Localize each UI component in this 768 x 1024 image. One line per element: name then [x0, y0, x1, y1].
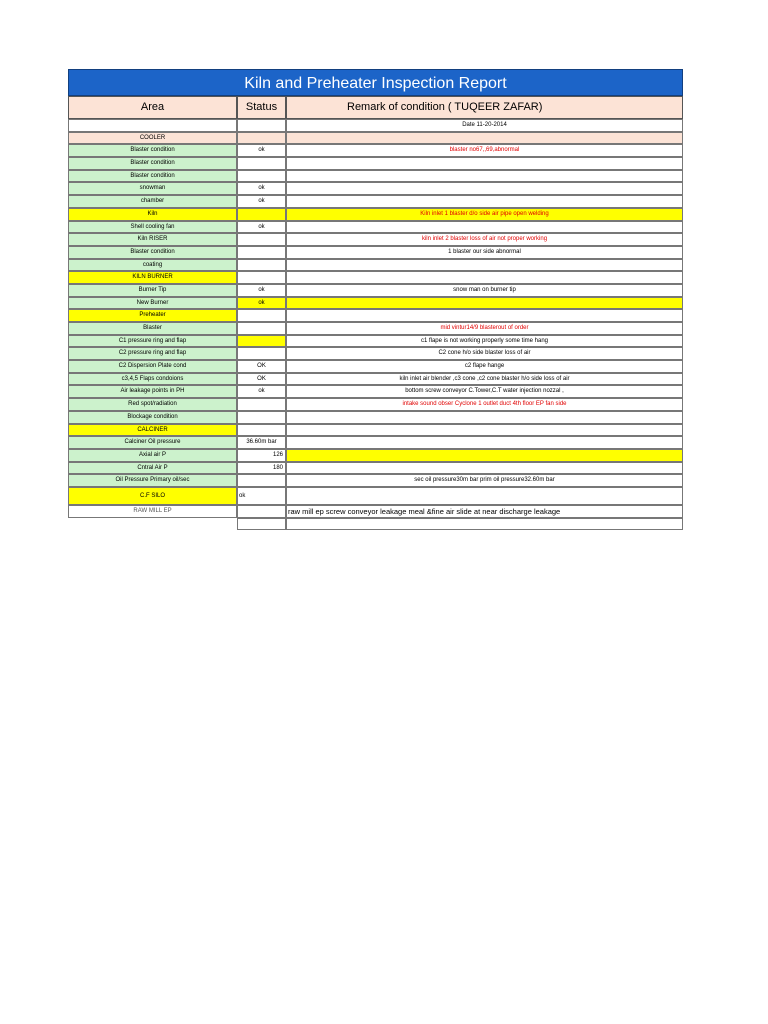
area-cell: Burner Tip: [68, 284, 237, 297]
area-cell: Calciner Oil pressure: [68, 436, 237, 449]
area-cell: Blaster condition: [68, 144, 237, 157]
status-cell: [237, 411, 286, 424]
remark-cell: [286, 436, 683, 449]
table-row: [68, 233, 683, 246]
remark-cell: kiln inlet air blender ,c3 cone ,c2 cone blaster h/o side loss of air: [286, 373, 683, 386]
remark-cell: [286, 449, 683, 462]
status-cell: ok: [237, 284, 286, 297]
area-cell: Shell cooling fan: [68, 221, 237, 234]
remark-cell: [286, 132, 683, 145]
table-row: [68, 398, 683, 411]
remark-cell: [286, 297, 683, 310]
status-cell: ok: [237, 182, 286, 195]
area-cell: COOLER: [68, 132, 237, 145]
table-row: [68, 518, 683, 531]
table-row: [68, 195, 683, 208]
status-cell: [237, 505, 286, 518]
remark-cell: mid vintur14/9 blasterout of order: [286, 322, 683, 335]
status-cell: [237, 518, 286, 531]
status-cell: 180: [237, 462, 286, 475]
area-cell: Blockage condition: [68, 411, 237, 424]
table-row: [68, 436, 683, 449]
area-cell: Axial air P: [68, 449, 237, 462]
status-cell: [237, 424, 286, 437]
status-cell: [237, 157, 286, 170]
status-cell: [237, 271, 286, 284]
area-cell: chamber: [68, 195, 237, 208]
table-row: [68, 132, 683, 145]
table-row: [68, 157, 683, 170]
remark-cell: [286, 157, 683, 170]
table-row: [68, 246, 683, 259]
remark-cell: c2 flape hange: [286, 360, 683, 373]
area-cell: C2 pressure ring and flap: [68, 347, 237, 360]
remark-cell: [286, 462, 683, 475]
area-cell: c3,4,5 Flaps condoions: [68, 373, 237, 386]
area-cell: Preheater: [68, 309, 237, 322]
table-row: [68, 449, 683, 462]
remark-cell: bottom screw conveyor C.Tower,C.T water injection nozzal ,: [286, 385, 683, 398]
remark-cell: [286, 271, 683, 284]
table-row: [68, 385, 683, 398]
status-cell: 126: [237, 449, 286, 462]
status-cell: [237, 208, 286, 221]
table-row: [68, 411, 683, 424]
area-cell: Kiln: [68, 208, 237, 221]
table-row: [68, 182, 683, 195]
remark-cell: [286, 195, 683, 208]
status-cell: [237, 170, 286, 183]
table-row: [68, 259, 683, 272]
area-cell: RAW MILL EP: [68, 505, 237, 518]
table-row: [68, 373, 683, 386]
remark-cell: [286, 259, 683, 272]
inspection-report-sheet: [68, 69, 683, 530]
status-cell: [237, 322, 286, 335]
remark-cell: Kiln inlet 1 blaster d/o side air pipe open welding: [286, 208, 683, 221]
table-row: [68, 487, 683, 505]
remark-cell: [286, 170, 683, 183]
status-cell: ok: [237, 487, 286, 505]
status-cell: [237, 398, 286, 411]
area-cell: coating: [68, 259, 237, 272]
status-cell: [237, 259, 286, 272]
status-cell: [237, 132, 286, 145]
remark-cell: [286, 411, 683, 424]
remark-cell: [286, 424, 683, 437]
area-cell: KILN BURNER: [68, 271, 237, 284]
area-cell: snowman: [68, 182, 237, 195]
remark-cell: [286, 221, 683, 234]
area-cell: Air leakage points in PH: [68, 385, 237, 398]
status-cell: OK: [237, 360, 286, 373]
remark-cell: C2 cone h/o side blaster loss of air: [286, 347, 683, 360]
table-row: [68, 144, 683, 157]
status-cell: 36.60m bar: [237, 436, 286, 449]
status-header: Status: [237, 96, 286, 119]
status-cell: [237, 309, 286, 322]
status-cell: ok: [237, 297, 286, 310]
area-cell: [68, 518, 237, 531]
table-row: [68, 505, 683, 518]
remark-cell: [286, 182, 683, 195]
remark-cell: [286, 309, 683, 322]
header-row: [68, 96, 683, 119]
remark-header: Remark of condition ( TUQEER ZAFAR): [286, 96, 683, 119]
table-row: [68, 284, 683, 297]
area-cell: Blaster condition: [68, 157, 237, 170]
area-cell: Kiln RISER: [68, 233, 237, 246]
area-cell: C2 Dispersion Plate cond: [68, 360, 237, 373]
table-row: [68, 221, 683, 234]
table-row: [68, 424, 683, 437]
remark-cell: snow man on burner tip: [286, 284, 683, 297]
remark-cell: blaster no67,,69,abnormal: [286, 144, 683, 157]
status-cell: ok: [237, 221, 286, 234]
status-cell: [237, 335, 286, 348]
area-header: Area: [68, 96, 237, 119]
remark-cell: [286, 518, 683, 531]
status-cell: [237, 474, 286, 487]
date-row-area: [68, 119, 237, 132]
area-cell: Red spot/radiation: [68, 398, 237, 411]
table-row: [68, 462, 683, 475]
remark-cell: kiln inlet 2 blaster loss of air not proper working: [286, 233, 683, 246]
table-row: [68, 297, 683, 310]
table-row: [68, 474, 683, 487]
remark-cell: sec oil pressure30m bar prim oil pressure32.60m bar: [286, 474, 683, 487]
report-title: Kiln and Preheater Inspection Report: [68, 69, 683, 96]
date-row: [68, 119, 683, 132]
table-row: [68, 208, 683, 221]
table-row: [68, 271, 683, 284]
status-cell: ok: [237, 195, 286, 208]
date-cell: Date 11-20-2014: [286, 119, 683, 132]
date-row-status: [237, 119, 286, 132]
status-cell: [237, 347, 286, 360]
status-cell: ok: [237, 385, 286, 398]
area-cell: Blaster: [68, 322, 237, 335]
table-row: [68, 335, 683, 348]
remark-cell: [286, 487, 683, 505]
area-cell: Oil Pressure Primary oil/sec: [68, 474, 237, 487]
status-cell: ok: [237, 144, 286, 157]
remark-cell: c1 flape is not working properly some time hang: [286, 335, 683, 348]
status-cell: OK: [237, 373, 286, 386]
remark-cell: raw mill ep screw conveyor leakage meal &fine air slide at near discharge leakage: [286, 505, 683, 518]
area-cell: C.F SILO: [68, 487, 237, 505]
table-row: [68, 309, 683, 322]
table-row: [68, 360, 683, 373]
status-cell: [237, 246, 286, 259]
area-cell: Cntral Air P: [68, 462, 237, 475]
remark-cell: intake sound obser Cyclone 1 outlet duct 4th floor EP fan side: [286, 398, 683, 411]
status-cell: [237, 233, 286, 246]
area-cell: New Burner: [68, 297, 237, 310]
area-cell: C1 pressure ring and flap: [68, 335, 237, 348]
table-row: [68, 347, 683, 360]
table-row: [68, 322, 683, 335]
table-row: [68, 170, 683, 183]
remark-cell: 1 blaster our side abnormal: [286, 246, 683, 259]
area-cell: CALCINER: [68, 424, 237, 437]
area-cell: Blaster condition: [68, 246, 237, 259]
area-cell: Blaster condition: [68, 170, 237, 183]
